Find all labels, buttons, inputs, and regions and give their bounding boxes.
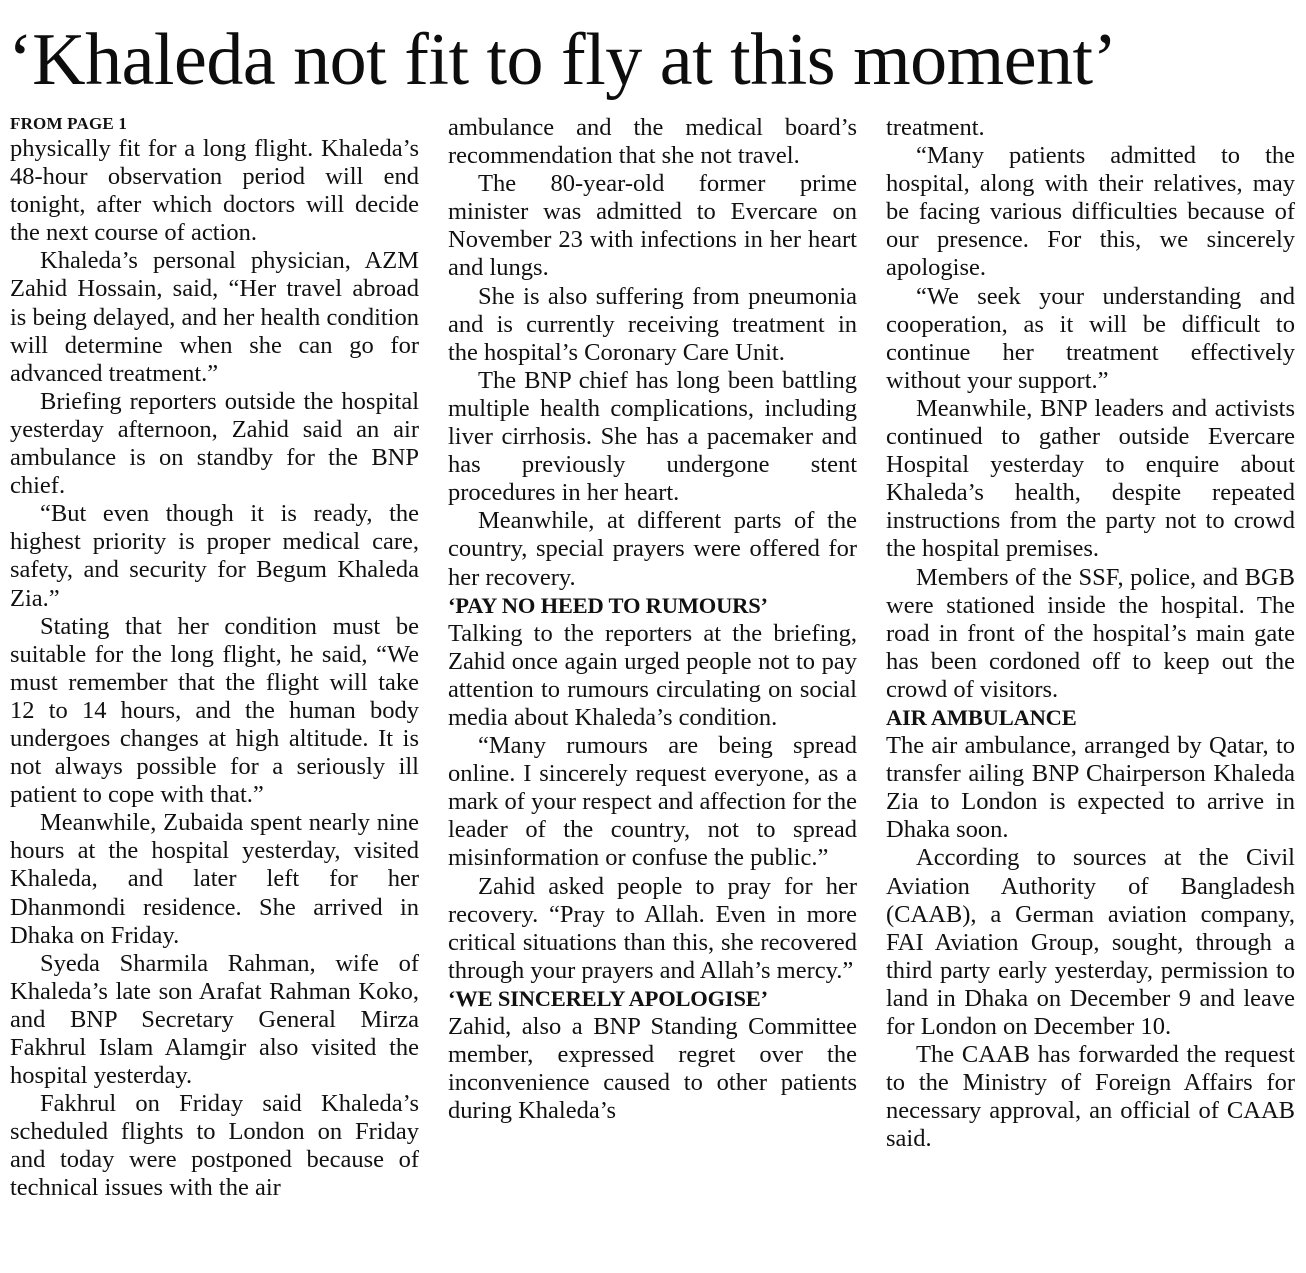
jump-line: FROM PAGE 1 [10, 114, 128, 133]
article-paragraph: She is also suffering from pneumonia and is currently receiving treatment in the hospital’s Coronary Care Unit. [448, 282, 857, 366]
article-paragraph: physically fit for a long flight. Khaleda’s 48-hour observation period will end tonight, after which doctors will decide the next course of action. [10, 135, 419, 247]
article-paragraph: Meanwhile, Zubaida spent nearly nine hours at the hospital yesterday, visited Khaleda, and later left for her Dhanmondi residence. She arrived in Dhaka on Friday. [10, 809, 419, 949]
article-paragraph: Members of the SSF, police, and BGB were stationed inside the hospital. The road in front of the hospital’s main gate has been cordoned off to keep out the crowd of visitors. [886, 563, 1295, 703]
section-subhead: ‘PAY NO HEED TO RUMOURS’ [448, 592, 768, 618]
article-paragraph: Briefing reporters outside the hospital yesterday afternoon, Zahid said an air ambulance is on standby for the BNP chief. [10, 387, 419, 500]
article-paragraph: Stating that her condition must be suitable for the long flight, he said, “We must remember that the flight will take 12 to 14 hours, and the human body undergoes changes at high altitude. It is not always possible for a seriously ill patient to cope with that.” [10, 612, 419, 809]
article-paragraph: treatment. [886, 114, 985, 141]
article-column-1 [10, 114, 419, 1203]
article-paragraph: ambulance and the medical board’s recommendation that she not travel. [448, 114, 857, 170]
article-paragraph: Meanwhile, BNP leaders and activists continued to gather outside Evercare Hospital yesterday to enquire about Khaleda’s health, despite repeated instructions from the party not to crowd the hospital premises. [886, 394, 1295, 563]
article-paragraph: “But even though it is ready, the highest priority is proper medical care, safety, and security for Begum Khaleda Zia.” [10, 500, 419, 612]
article-paragraph: The BNP chief has long been battling multiple health complications, including liver cirrhosis. She has a pacemaker and has previously undergone stent procedures in her heart. [448, 366, 857, 507]
article-paragraph: Fakhrul on Friday said Khaleda’s scheduled flights to London on Friday and today were postponed because of technical issues with the air [10, 1090, 419, 1202]
section-subhead: ‘WE SINCERELY APOLOGISE’ [448, 985, 768, 1011]
article-paragraph: Talking to the reporters at the briefing, Zahid once again urged people not to pay attention to rumours circulating on social media about Khaleda’s condition. [448, 619, 857, 731]
article-paragraph: Zahid asked people to pray for her recovery. “Pray to Allah. Even in more critical situations than this, she recovered through your prayers and Allah’s mercy.” [448, 872, 857, 984]
headline: ‘Khaleda not fit to fly at this moment’ [8, 19, 1117, 101]
article-paragraph: “Many rumours are being spread online. I sincerely request everyone, as a mark of your respect and affection for the leader of the country, not to spread misinformation or confuse the public.” [448, 732, 857, 872]
article-paragraph: The 80-year-old former prime minister was admitted to Evercare on November 23 with infections in her heart and lungs. [448, 170, 857, 282]
article-paragraph: According to sources at the Civil Aviation Authority of Bangladesh (CAAB), a German aviation company, FAI Aviation Group, sought, through a third party early yesterday, permission to land in Dhaka on December 9 and leave for London on December 10. [886, 844, 1295, 1040]
article-paragraph: Zahid, also a BNP Standing Committee member, expressed regret over the inconvenience caused to other patients during Khaleda’s [448, 1013, 857, 1125]
article-paragraph: Syeda Sharmila Rahman, wife of Khaleda’s late son Arafat Rahman Koko, and BNP Secretary General Mirza Fakhrul Islam Alamgir also visited the hospital yesterday. [10, 949, 419, 1090]
section-subhead: AIR AMBULANCE [886, 704, 1077, 730]
article-paragraph: The air ambulance, arranged by Qatar, to transfer ailing BNP Chairperson Khaleda Zia to London is expected to arrive in Dhaka soon. [886, 732, 1295, 844]
article-paragraph: Khaleda’s personal physician, AZM Zahid Hossain, said, “Her travel abroad is being delayed, and her health condition will determine when she can go for advanced treatment.” [10, 247, 419, 387]
article-paragraph: “We seek your understanding and cooperation, as it will be difficult to continue her treatment effectively without your support.” [886, 282, 1295, 394]
article-column-2 [448, 114, 857, 1125]
article-column-3 [886, 114, 1295, 1153]
article-paragraph: The CAAB has forwarded the request to the Ministry of Foreign Affairs for necessary approval, an official of CAAB said. [886, 1041, 1295, 1153]
article-paragraph: “Many patients admitted to the hospital, along with their relatives, may be facing various difficulties because of our presence. For this, we sincerely apologise. [886, 142, 1295, 282]
article-paragraph: Meanwhile, at different parts of the country, special prayers were offered for her recovery. [448, 507, 857, 591]
